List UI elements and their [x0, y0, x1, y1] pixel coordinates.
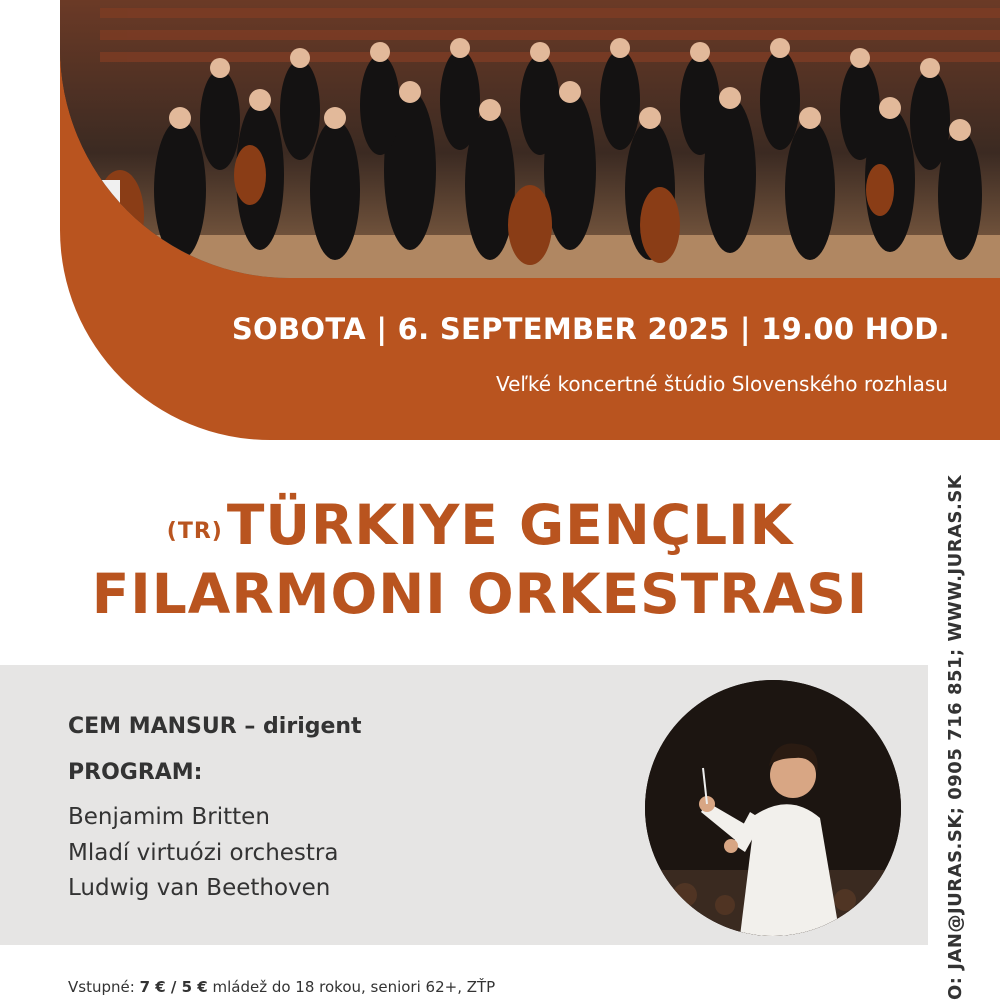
conductor-name: CEM MANSUR: [68, 714, 237, 739]
title-text-1: TÜRKIYE GENÇLIK: [226, 493, 794, 557]
conductor-credit: [68, 714, 362, 739]
ticket-info: [68, 978, 495, 996]
ticket-note: mládež do 18 rokou, seniori 62+, ZŤP: [212, 978, 496, 996]
event-date: SOBOTA | 6. SEPTEMBER 2025 | 19.00 HOD.: [231, 312, 950, 346]
orchestra-photo: [60, 0, 1000, 278]
ticket-price: 7 € / 5 €: [139, 978, 208, 996]
orchestra-title-line-1: [0, 493, 960, 557]
program-item: Ludwig van Beethoven: [68, 875, 331, 901]
country-code: (TR): [166, 519, 223, 544]
program-item: Benjamim Britten: [68, 804, 270, 830]
orchestra-title-line-2: FILARMONI ORKESTRASI: [91, 562, 869, 626]
contact-info: O: JAN@JURAS.SK; 0905 716 851; WWW.JURAS.SK: [945, 474, 966, 1000]
conductor-photo: [645, 680, 901, 936]
ticket-label: Vstupné:: [68, 978, 135, 996]
program-heading: PROGRAM:: [68, 760, 203, 785]
program-item: Mladí virtuózi orchestra: [68, 840, 339, 866]
event-venue: Veľké koncertné štúdio Slovenského rozhlasu: [495, 372, 948, 396]
conductor-role: – dirigent: [244, 714, 362, 739]
